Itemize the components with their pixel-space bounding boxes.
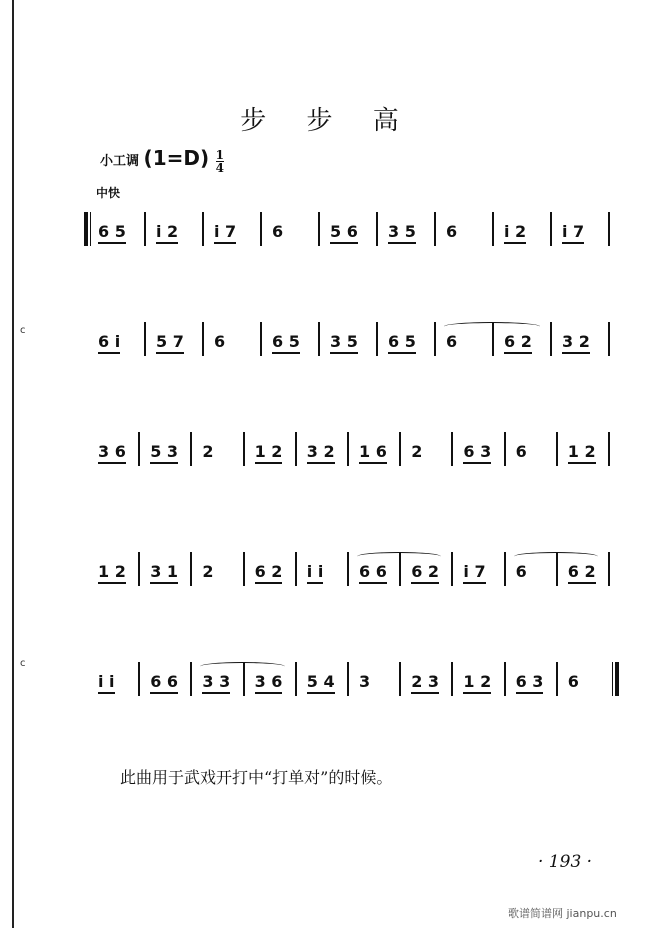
repeat-end-barline bbox=[606, 662, 620, 696]
note-group: 1 2 bbox=[463, 672, 491, 694]
barline bbox=[556, 662, 558, 696]
barline bbox=[190, 432, 192, 466]
note-group: 6 5 bbox=[272, 332, 300, 354]
barline bbox=[190, 662, 192, 696]
margin-mark: c bbox=[20, 325, 26, 336]
barline bbox=[190, 552, 192, 586]
note-group: 6 bbox=[567, 672, 579, 691]
page-number: · 193 · bbox=[538, 852, 593, 872]
barline bbox=[347, 662, 349, 696]
note-group: 6 bbox=[446, 222, 458, 241]
score-system bbox=[88, 442, 618, 482]
barline bbox=[434, 212, 436, 246]
note-group: 6 bbox=[272, 222, 284, 241]
barline bbox=[138, 432, 140, 466]
note-group: 3 5 bbox=[388, 222, 416, 244]
performance-note: 此曲用于武戏开打中“打单对”的时候。 bbox=[120, 768, 393, 787]
barline bbox=[243, 552, 245, 586]
note-group: i i bbox=[98, 672, 115, 694]
note-group: 6 2 bbox=[255, 562, 283, 584]
note-group: i 2 bbox=[504, 222, 526, 244]
barline bbox=[138, 662, 140, 696]
note-group: 3 5 bbox=[330, 332, 358, 354]
note-group: i i bbox=[307, 562, 324, 584]
barline bbox=[243, 432, 245, 466]
note-group: 1 2 bbox=[568, 442, 596, 464]
note-group: 5 4 bbox=[307, 672, 335, 694]
barline bbox=[144, 212, 146, 246]
meter-numerator: 1 bbox=[215, 148, 224, 162]
note-group: 3 bbox=[359, 672, 371, 691]
note-group: 2 bbox=[411, 442, 423, 461]
barline bbox=[550, 212, 552, 246]
barline bbox=[202, 212, 204, 246]
barline bbox=[260, 322, 262, 356]
barline bbox=[295, 662, 297, 696]
note-group: 5 7 bbox=[156, 332, 184, 354]
barline bbox=[434, 322, 436, 356]
key-label: (1=D) bbox=[143, 146, 210, 170]
note-group: 3 2 bbox=[562, 332, 590, 354]
barline bbox=[318, 322, 320, 356]
note-group: 6 bbox=[515, 442, 527, 461]
barline bbox=[295, 552, 297, 586]
slur bbox=[200, 662, 284, 671]
repeat-start-barline bbox=[84, 212, 94, 246]
watermark: 歌谱简谱网 jianpu.cn bbox=[508, 907, 617, 920]
binding-rule bbox=[12, 0, 14, 928]
barline bbox=[318, 212, 320, 246]
note-group: 6 6 bbox=[359, 562, 387, 584]
barline bbox=[399, 662, 401, 696]
note-group: 2 bbox=[202, 442, 214, 461]
note-group: 1 2 bbox=[255, 442, 283, 464]
barline bbox=[451, 552, 453, 586]
song-title: 步 步 高 bbox=[240, 106, 415, 136]
barline bbox=[376, 212, 378, 246]
margin-mark: c bbox=[20, 658, 26, 669]
barline bbox=[504, 552, 506, 586]
note-group: 3 2 bbox=[307, 442, 335, 464]
barline bbox=[451, 432, 453, 466]
barline bbox=[399, 432, 401, 466]
note-group: 1 2 bbox=[98, 562, 126, 584]
note-group: 6 bbox=[214, 332, 226, 351]
barline bbox=[608, 212, 610, 246]
barline bbox=[504, 432, 506, 466]
note-group: 3 3 bbox=[202, 672, 230, 694]
note-group: 2 bbox=[202, 562, 214, 581]
note-group: 6 3 bbox=[463, 442, 491, 464]
note-group: 6 5 bbox=[388, 332, 416, 354]
note-group: 6 2 bbox=[411, 562, 439, 584]
tempo-marking: 中快 bbox=[96, 186, 121, 200]
note-group: 2 3 bbox=[411, 672, 439, 694]
barline bbox=[347, 432, 349, 466]
note-group: 3 1 bbox=[150, 562, 178, 584]
note-group: 1 6 bbox=[359, 442, 387, 464]
note-group: 5 6 bbox=[330, 222, 358, 244]
slur bbox=[514, 552, 598, 561]
meter-denominator: 4 bbox=[215, 161, 224, 175]
note-group: i 2 bbox=[156, 222, 178, 244]
note-group: 6 3 bbox=[516, 672, 544, 694]
barline bbox=[556, 432, 558, 466]
note-group: 5 3 bbox=[150, 442, 178, 464]
time-signature bbox=[216, 149, 224, 174]
barline bbox=[608, 432, 610, 466]
barline bbox=[202, 322, 204, 356]
note-group: 3 6 bbox=[255, 672, 283, 694]
barline bbox=[608, 322, 610, 356]
score-system bbox=[88, 332, 618, 372]
note-group: 6 2 bbox=[568, 562, 596, 584]
note-group: 6 2 bbox=[504, 332, 532, 354]
barline bbox=[550, 322, 552, 356]
note-group: 6 i bbox=[98, 332, 120, 354]
score-system bbox=[88, 562, 618, 602]
key-signature bbox=[100, 146, 224, 174]
note-group: 3 6 bbox=[98, 442, 126, 464]
slur bbox=[357, 552, 441, 561]
note-group: 6 6 bbox=[150, 672, 178, 694]
mode-label: 小工调 bbox=[100, 154, 140, 169]
barline bbox=[451, 662, 453, 696]
score-system bbox=[88, 222, 618, 262]
note-group: 6 5 bbox=[98, 222, 126, 244]
barline bbox=[347, 552, 349, 586]
score-system bbox=[88, 672, 618, 712]
slur bbox=[444, 322, 540, 331]
note-group: i 7 bbox=[463, 562, 485, 584]
barline bbox=[376, 322, 378, 356]
note-group: i 7 bbox=[214, 222, 236, 244]
barline bbox=[144, 322, 146, 356]
barline bbox=[504, 662, 506, 696]
barline bbox=[492, 212, 494, 246]
note-group: 6 bbox=[446, 332, 458, 351]
barline bbox=[608, 552, 610, 586]
barline bbox=[260, 212, 262, 246]
note-group: i 7 bbox=[562, 222, 584, 244]
barline bbox=[295, 432, 297, 466]
barline bbox=[138, 552, 140, 586]
note-group: 6 bbox=[515, 562, 527, 581]
